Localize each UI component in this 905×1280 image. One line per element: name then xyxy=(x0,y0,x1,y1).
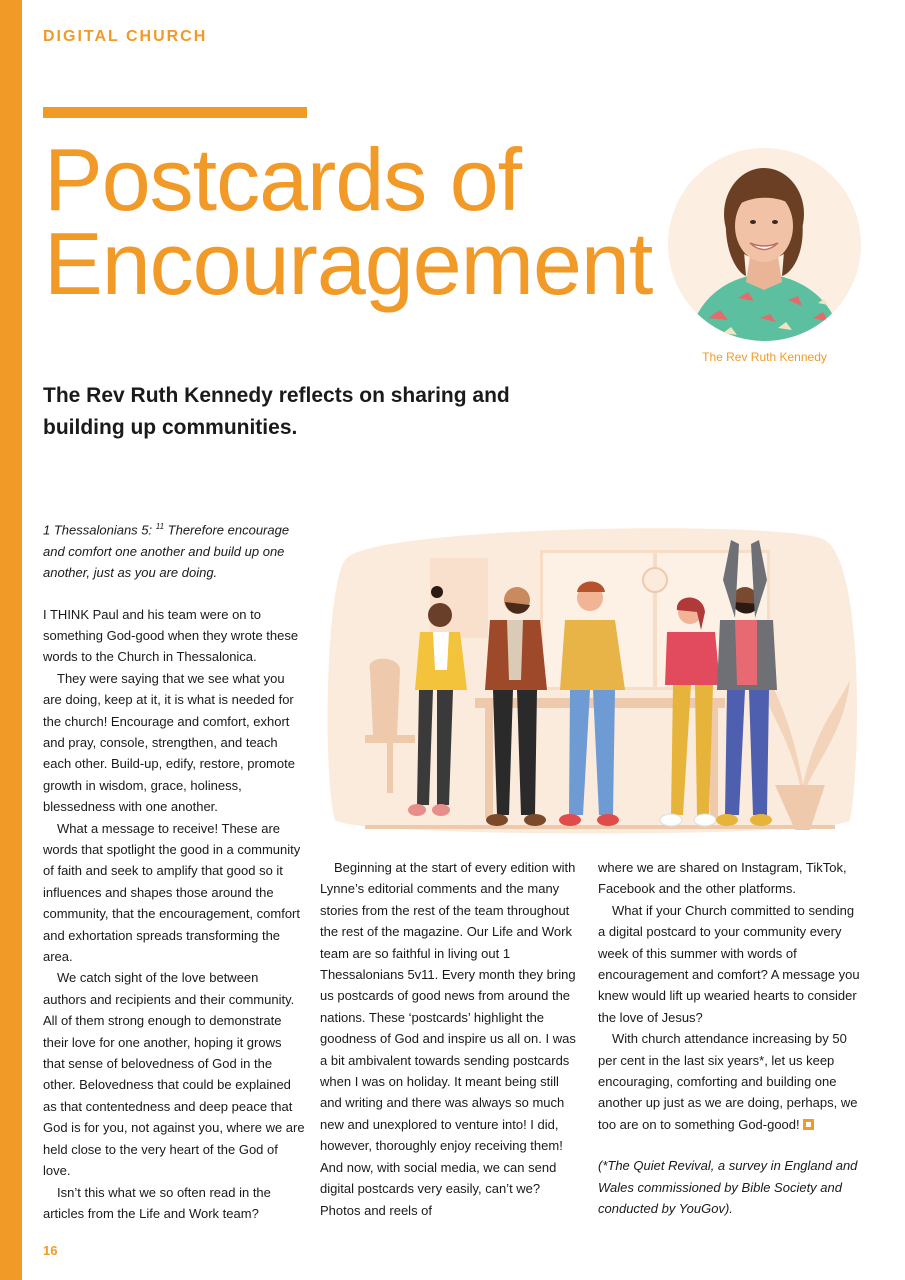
headline-line-1: Postcards of xyxy=(44,130,522,229)
title-rule xyxy=(43,107,307,118)
headline xyxy=(44,130,684,313)
body-paragraph: Beginning at the start of every edition with Lynne’s editorial comments and the many stories from the rest of the team throughout the rest of the magazine. Our Life and Work team are so faithful in living out 1 Thessalonians 5v11. Every month they bring us postcards of good news from around the nations. These ‘postcards’ highlight the goodness of God and inspire us all on. I was a bit ambivalent towards sending postcards when I was on holiday. It meant being still and writing and there was always so much new and unexplored to venture into! I did, however, thoroughly enjoy receiving them! And now, with social media, we can send digital postcards very easily, can’t we? Photos and reels of xyxy=(320,860,576,1218)
body-paragraph: What if your Church committed to sending a digital postcard to your community every week of this summer with words of encouragement and comfort? A message you knew would lift up wearied hearts to consider the love of Jesus? xyxy=(598,902,860,1025)
final-paragraph-text: With church attendance increasing by 50 per cent in the last six years*, let us keep encouraging, comforting and building one another up just as we are doing, perhaps, we too are on to something God-good! xyxy=(598,1031,858,1132)
body-paragraph: What a message to receive! These are words that spotlight the good in a community of faith and seek to amplify that good so it influences and shapes those around the community, that the encouragement, comfort and exhortation spreads transforming the area. xyxy=(43,820,301,965)
scripture-quote xyxy=(43,516,305,584)
scripture-verse-number: 11 xyxy=(155,522,165,531)
author-portrait xyxy=(668,148,861,341)
article-column-3 xyxy=(598,857,860,1220)
page-number: 16 xyxy=(43,1243,58,1258)
end-of-article-icon xyxy=(803,1119,814,1130)
scripture-text: Therefore encourage and comfort one another and build up one another, just as you are doing. xyxy=(43,522,290,581)
body-paragraph: where we are shared on Instagram, TikTok, Facebook and the other platforms. xyxy=(598,860,847,897)
section-label: DIGITAL CHURCH xyxy=(43,28,208,45)
article-column-1 xyxy=(43,516,305,1224)
article-column-2 xyxy=(320,857,580,1221)
team-celebration-illustration xyxy=(325,520,865,840)
headline-line-2: Encouragement xyxy=(44,214,653,313)
standfirst: The Rev Ruth Kennedy reflects on sharing and building up communities. xyxy=(43,384,510,439)
author-portrait-image xyxy=(668,148,861,341)
portrait-caption: The Rev Ruth Kennedy xyxy=(702,350,827,364)
left-accent-bar xyxy=(0,0,22,1280)
people-celebrating-image xyxy=(325,520,865,840)
body-paragraph: We catch sight of the love between authors and recipients and their community. All of them strong enough to demonstrate their love for one another, hoping it grows that sense of belovedness of God in the other. Belovedness that could be explained as that contentedness and deep peace that God is for you, not against you, where we are held close to the very heart of the God of love. xyxy=(43,970,305,1179)
body-paragraph: Isn’t this what we so often read in the articles from the Life and Work team? xyxy=(43,1184,271,1221)
body-paragraph: They were saying that we see what you are doing, keep at it, it is what is needed for the church! Encourage and comfort, exhort and pray, console, strengthen, and teach each other. Build-up, edify, restore, promote growth in wisdom, grace, holiness, blessedness with one another. xyxy=(43,670,295,815)
scripture-reference: 1 Thessalonians 5: xyxy=(43,522,156,538)
body-paragraph: I THINK Paul and his team were on to something God-good when they wrote these words to the Church in Thessalonica. xyxy=(43,606,299,665)
body-paragraph-final xyxy=(598,1028,860,1135)
footnote: (*The Quiet Revival, a survey in England and Wales commissioned by Bible Society and conducted by YouGov). xyxy=(598,1158,858,1217)
